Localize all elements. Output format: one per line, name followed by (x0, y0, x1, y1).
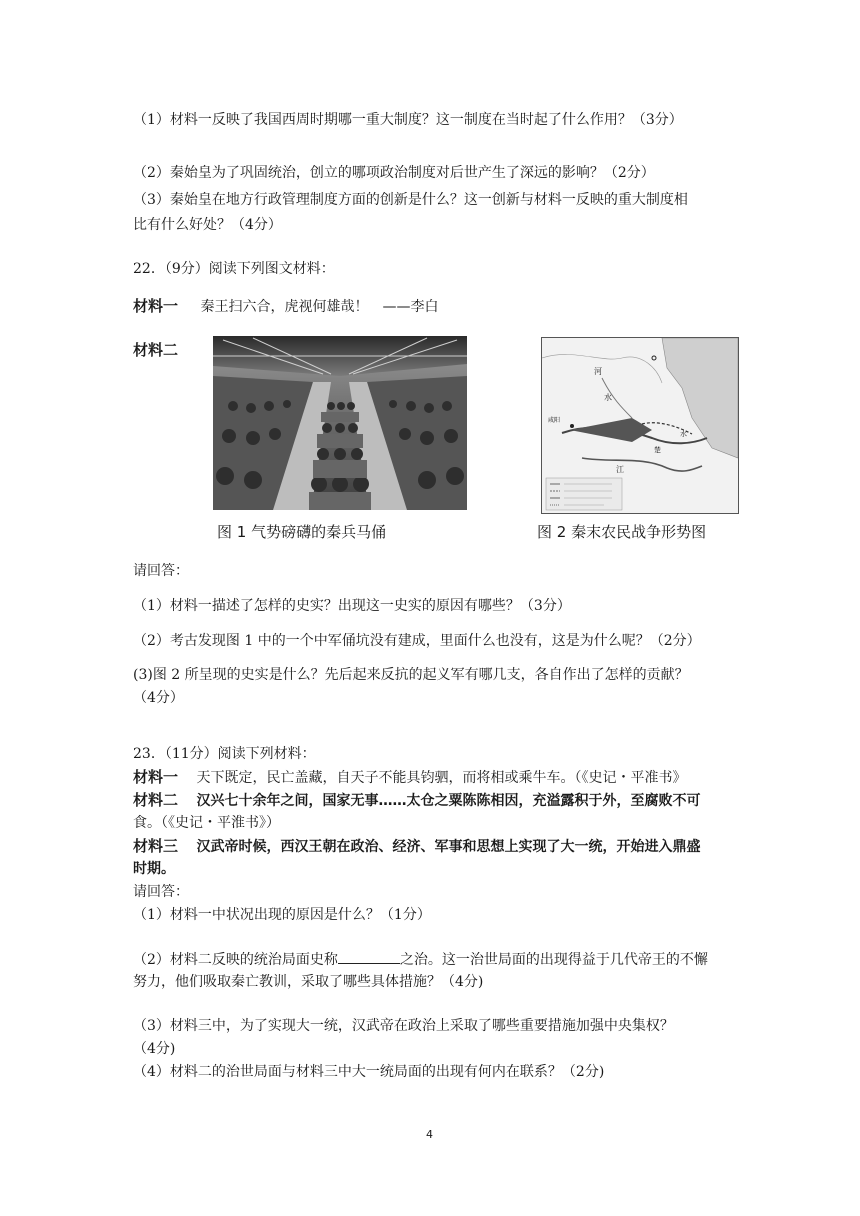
q21-sub3-line1: （3）秦始皇在地方行政管理制度方面的创新是什么？这一创新与材料一反映的重大制度相 (133, 192, 688, 208)
q22-prompt: 请回答： (133, 563, 189, 579)
q23-sub1: （1）材料一中状况出现的原因是什么？（1分） (133, 907, 431, 923)
q23-m1-label: 材料一 (133, 768, 179, 786)
answer-blank[interactable] (338, 949, 400, 964)
q22-m1-label: 材料一 (133, 297, 179, 315)
map-label-he: 河 (594, 367, 602, 376)
q23-header: 23．（11分）阅读下列材料： (133, 746, 316, 762)
q23-material2 (133, 790, 700, 811)
q21-sub2: （2）秦始皇为了巩固统治，创立的哪项政治制度对后世产生了深远的影响？（2分） (133, 165, 655, 181)
map-label-shui: 水 (604, 393, 612, 402)
q22-sub2: （2）考古发现图 1 中的一个中军俑坑没有建成，里面什么也没有，这是为什么呢？（2分） (133, 633, 701, 649)
map-label-xianyang: 咸阳 (548, 417, 561, 424)
q23-sub2 (133, 949, 708, 970)
q23-m2-line1: 汉兴七十余年之间，国家无事……太仓之粟陈陈相因，充溢露积于外，至腐败不可 (196, 793, 701, 809)
q23-sub2-line2: 努力，他们吸取秦亡教训，采取了哪些具体措施？（4分) (133, 974, 484, 990)
q22-sub1: （1）材料一描述了怎样的史实？出现这一史实的原因有哪些？（3分） (133, 598, 571, 614)
q22-sub3-line2: （4分） (133, 690, 184, 706)
page-number: 4 (426, 1128, 433, 1141)
q23-m3-line2: 时期。 (133, 861, 175, 877)
q23-m2-line2: 食。（《史记・平淮书》） (133, 815, 280, 831)
q23-sub3-line1: （3）材料三中，为了实现大一统，汉武帝在政治上采取了哪些重要措施加强中央集权？ (133, 1018, 674, 1034)
q22-header: 22．（9分）阅读下列图文材料： (133, 261, 335, 277)
q23-sub4: （4）材料二的治世局面与材料三中大一统局面的出现有何内在联系？（2分) (133, 1064, 605, 1080)
q23-m1-text: 天下既定，民亡盖藏，自天子不能具钧驷，而将相或乘牛车。（《史记・平准书》 (196, 770, 687, 786)
q23-m3-label: 材料三 (133, 837, 179, 855)
map-label-shui2: 水 (680, 430, 687, 438)
q23-sub2-b: 之治。这一治世局面的出现得益于几代帝王的不懈 (399, 952, 708, 968)
peasant-war-map (541, 337, 739, 514)
terracotta-army-photo (213, 336, 467, 510)
q23-prompt: 请回答： (133, 884, 189, 900)
map-label-jiang: 江 (616, 465, 624, 474)
q23-sub3-line2: （4分) (133, 1041, 176, 1057)
q23-m3-line1: 汉武帝时候，西汉王朝在政治、经济、军事和思想上实现了大一统，开始进入鼎盛 (196, 839, 701, 855)
q21-sub3-line2: 比有什么好处？（4分） (133, 217, 282, 233)
q23-m2-label: 材料二 (133, 791, 179, 809)
map-label-chu: 楚 (654, 446, 661, 454)
q23-material3 (133, 836, 700, 857)
q22-m1-text: 秦王扫六合，虎视何雄哉！ ——李白 (200, 299, 439, 315)
q22-sub3-line1: (3)图 2 所呈现的史实是什么？先后起来反抗的起义军有哪几支，各自作出了怎样的贡献？ (133, 667, 689, 683)
q22-m2-label: 材料二 (133, 341, 179, 359)
q22-material1 (133, 296, 438, 317)
q21-sub1: （1）材料一反映了我国西周时期哪一重大制度？这一制度在当时起了什么作用？（3分） (133, 112, 683, 128)
fig1-caption: 图 1 气势磅礴的秦兵马俑 (217, 523, 387, 541)
q23-material1 (133, 767, 686, 788)
fig2-caption: 图 2 秦末农民战争形势图 (537, 523, 707, 541)
q23-sub2-a: （2）材料二反映的统治局面史称 (133, 952, 338, 968)
